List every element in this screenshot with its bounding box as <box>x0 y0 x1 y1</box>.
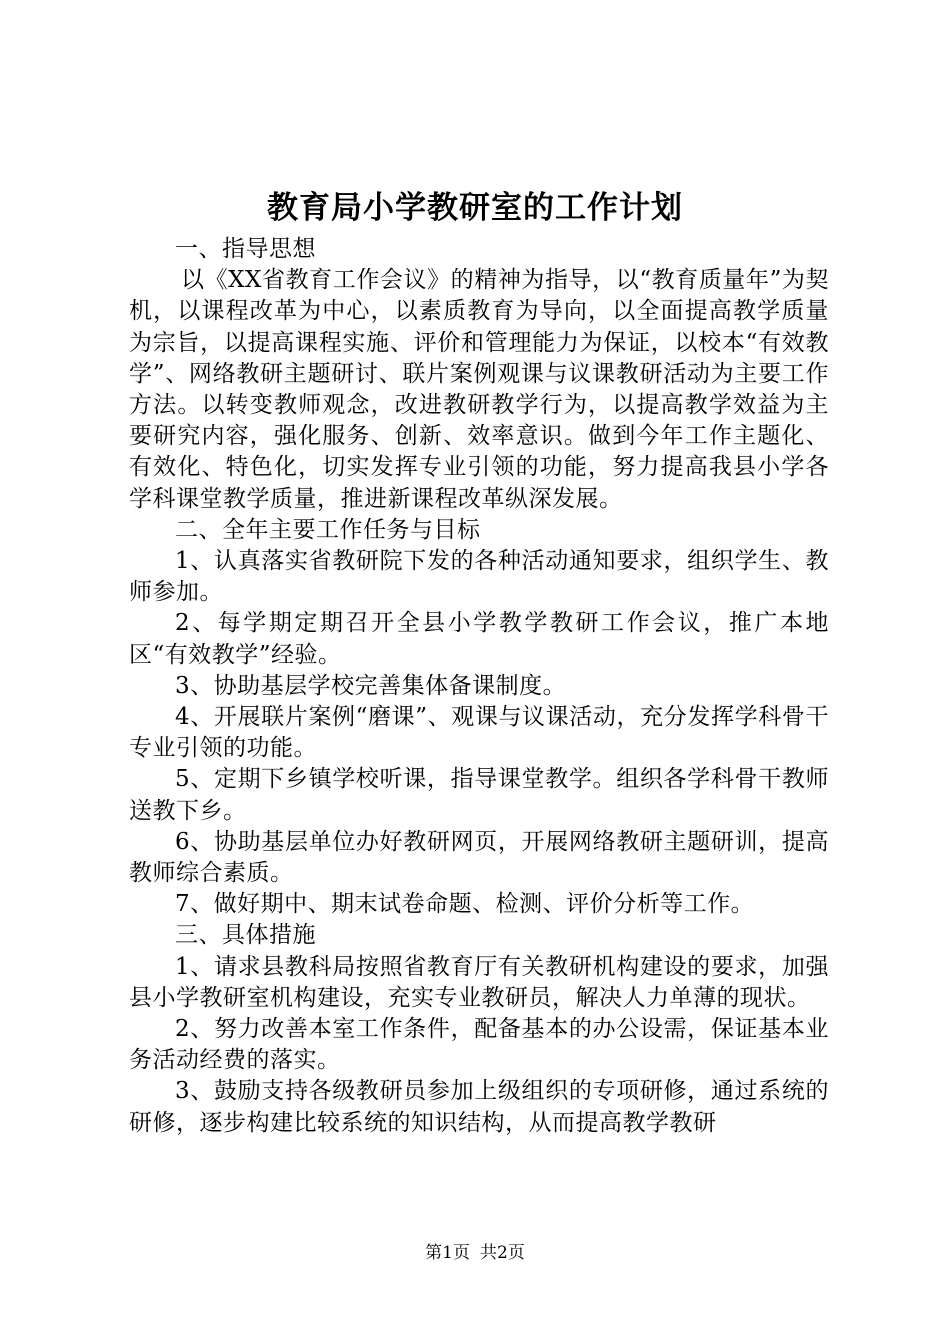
section-heading-guiding-ideology: 一、指导思想 <box>175 236 316 262</box>
document-title: 教育局小学教研室的工作计划 <box>267 190 683 226</box>
list-item-measure-2: 2、努力改善本室工作条件，配备基本的办公设需，保证基本业务活动经费的落实。 <box>129 1016 829 1074</box>
list-item-task-6: 6、协助基层单位办好教研网页，开展网络教研主题研训，提高教师综合素质。 <box>129 828 829 887</box>
list-item-task-2: 2、每学期定期召开全县小学教学教研工作会议，推广本地区“有效教学”经验。 <box>129 610 829 668</box>
list-item-task-5: 5、定期下乡镇学校听课，指导课堂教学。组织各学科骨干教师送教下乡。 <box>129 766 829 824</box>
list-item-task-4: 4、开展联片案例“磨课”、观课与议课活动，充分发挥学科骨干专业引领的功能。 <box>129 704 829 762</box>
section-heading-measures: 三、具体措施 <box>175 922 316 949</box>
list-item-measure-3: 3、鼓励支持各级教研员参加上级组织的专项研修，通过系统的研修，逐步构建比较系统的知识结构，从而提高教学教研 <box>129 1078 829 1136</box>
page-number-total: 共2页 <box>480 1243 525 1263</box>
list-item-task-7: 7、做好期中、期末试卷命题、检测、评价分析等工作。 <box>175 891 755 918</box>
page-footer <box>0 1241 950 1265</box>
list-item-measure-1: 1、请求县教科局按照省教育厅有关教研机构建设的要求，加强县小学教研室机构建设，充实专业教研员，解决人力单薄的现状。 <box>129 953 829 1011</box>
page-number-current: 第1页 <box>425 1243 470 1263</box>
section-heading-annual-tasks: 二、全年主要工作任务与目标 <box>175 516 481 543</box>
document-body <box>129 234 829 1139</box>
list-item-task-3: 3、协助基层学校完善集体备课制度。 <box>175 672 567 699</box>
paragraph-guiding-ideology: 以《XX省教育工作会议》的精神为指导，以“教育质量年”为契机，以课程改革为中心，以素质教育为导向，以全面提高教学质量为宗旨，以提高课程实施、评价和管理能力为保证，以校本“有效教学”、网络教研主题研讨、联片案例观课与议课教研活动为主要工作方法。以转变教师观念，改进教研教学行为，以提高教学效益为主要研究内容，强化服务、创新、效率意识。做到今年工作主题化、有效化、特色化，切实发挥专业引领的功能，努力提高我县小学各学科课堂教学质量，推进新课程改革纵深发展。 <box>129 267 829 512</box>
list-item-task-1: 1、认真落实省教研院下发的各种活动通知要求，组织学生、教师参加。 <box>129 548 829 606</box>
